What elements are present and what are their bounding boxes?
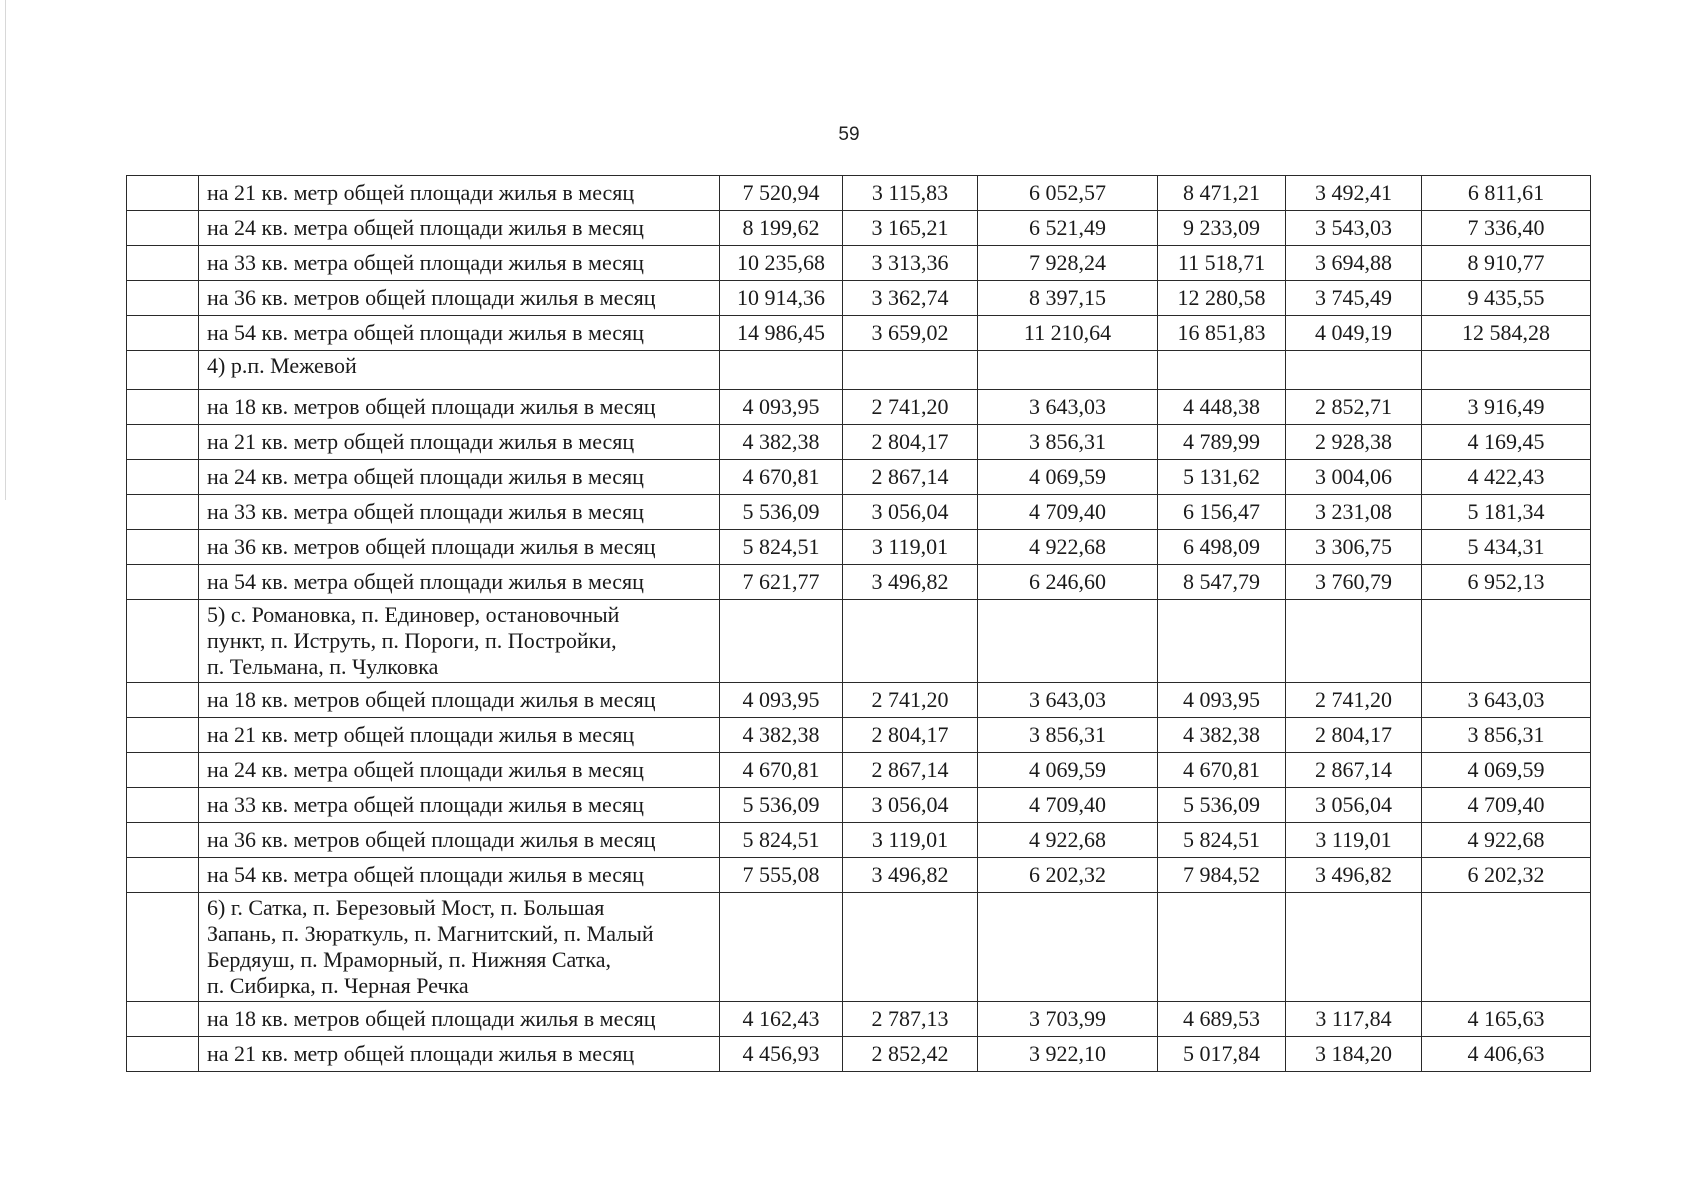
row-number-cell (127, 858, 199, 893)
value-cell: 3 496,82 (1286, 858, 1422, 893)
row-label-cell (199, 718, 720, 753)
value-cell: 3 119,01 (843, 823, 978, 858)
value-cell: 4 093,95 (720, 683, 843, 718)
value-cell: 3 856,31 (978, 425, 1158, 460)
value-cell: 2 741,20 (1286, 683, 1422, 718)
value-cell: 4 922,68 (978, 530, 1158, 565)
row-label: на 21 кв. метр общей площади жилья в месяц (207, 429, 635, 454)
value-cell: 3 643,03 (1422, 683, 1591, 718)
value-cell: 3 313,36 (843, 246, 978, 281)
section-label-cell (199, 351, 720, 390)
value-cell: 12 280,58 (1158, 281, 1286, 316)
value-cell (1158, 600, 1286, 683)
row-label-cell (199, 530, 720, 565)
row-label: на 18 кв. метров общей площади жилья в месяц (207, 394, 656, 419)
value-cell: 4 670,81 (720, 460, 843, 495)
value-cell: 4 922,68 (978, 823, 1158, 858)
value-cell: 4 670,81 (720, 753, 843, 788)
value-cell: 8 547,79 (1158, 565, 1286, 600)
table-row (127, 788, 1591, 823)
value-cell (843, 893, 978, 1002)
value-cell: 3 056,04 (843, 788, 978, 823)
table-row (127, 316, 1591, 351)
value-cell (1422, 351, 1591, 390)
value-cell: 9 435,55 (1422, 281, 1591, 316)
value-cell: 3 165,21 (843, 211, 978, 246)
row-number-cell (127, 788, 199, 823)
value-cell: 8 397,15 (978, 281, 1158, 316)
row-label: на 33 кв. метра общей площади жилья в месяц (207, 792, 644, 817)
value-cell: 4 093,95 (1158, 683, 1286, 718)
value-cell: 3 496,82 (843, 858, 978, 893)
row-number-cell (127, 390, 199, 425)
row-label-cell (199, 788, 720, 823)
value-cell: 3 659,02 (843, 316, 978, 351)
value-cell: 5 536,09 (720, 495, 843, 530)
section-label-line: п. Сибирка, п. Черная Речка (207, 973, 469, 998)
table-row (127, 390, 1591, 425)
row-label: на 21 кв. метр общей площади жилья в месяц (207, 180, 635, 205)
value-cell: 4 448,38 (1158, 390, 1286, 425)
row-label-cell (199, 211, 720, 246)
value-cell: 2 787,13 (843, 1002, 978, 1037)
section-label-line: 5) с. Романовка, п. Единовер, остановочный (207, 602, 620, 627)
value-cell: 3 760,79 (1286, 565, 1422, 600)
value-cell: 3 231,08 (1286, 495, 1422, 530)
value-cell: 2 867,14 (843, 460, 978, 495)
row-label-cell (199, 495, 720, 530)
row-label-cell (199, 390, 720, 425)
value-cell: 2 867,14 (1286, 753, 1422, 788)
value-cell: 5 131,62 (1158, 460, 1286, 495)
value-cell (978, 600, 1158, 683)
value-cell: 3 056,04 (1286, 788, 1422, 823)
row-label-cell (199, 176, 720, 211)
value-cell: 4 093,95 (720, 390, 843, 425)
row-label: на 21 кв. метр общей площади жилья в месяц (207, 1041, 635, 1066)
value-cell: 7 621,77 (720, 565, 843, 600)
table-row (127, 176, 1591, 211)
value-cell: 3 856,31 (978, 718, 1158, 753)
table-row (127, 858, 1591, 893)
value-cell: 2 852,71 (1286, 390, 1422, 425)
value-cell: 6 246,60 (978, 565, 1158, 600)
value-cell: 3 643,03 (978, 390, 1158, 425)
value-cell: 7 555,08 (720, 858, 843, 893)
row-label: на 24 кв. метра общей площади жилья в месяц (207, 757, 644, 782)
table-row (127, 683, 1591, 718)
value-cell: 3 922,10 (978, 1037, 1158, 1072)
row-number-cell (127, 753, 199, 788)
value-cell: 4 406,63 (1422, 1037, 1591, 1072)
value-cell: 5 536,09 (720, 788, 843, 823)
value-cell (720, 351, 843, 390)
row-number-cell (127, 1037, 199, 1072)
value-cell (843, 600, 978, 683)
value-cell: 6 052,57 (978, 176, 1158, 211)
value-cell: 5 824,51 (720, 530, 843, 565)
value-cell: 3 306,75 (1286, 530, 1422, 565)
row-label: на 18 кв. метров общей площади жилья в месяц (207, 687, 656, 712)
value-cell: 4 165,63 (1422, 1002, 1591, 1037)
table-row (127, 1037, 1591, 1072)
value-cell (1158, 893, 1286, 1002)
value-cell: 4 382,38 (720, 718, 843, 753)
value-cell: 2 804,17 (1286, 718, 1422, 753)
value-cell: 3 694,88 (1286, 246, 1422, 281)
table-row (127, 460, 1591, 495)
value-cell: 3 119,01 (1286, 823, 1422, 858)
value-cell: 3 056,04 (843, 495, 978, 530)
value-cell: 4 709,40 (978, 788, 1158, 823)
tariff-table (126, 175, 1591, 1072)
table-row (127, 530, 1591, 565)
value-cell: 4 670,81 (1158, 753, 1286, 788)
value-cell: 3 115,83 (843, 176, 978, 211)
row-number-cell (127, 281, 199, 316)
row-number-cell (127, 176, 199, 211)
row-label: на 33 кв. метра общей площади жилья в месяц (207, 499, 644, 524)
section-label-cell (199, 600, 720, 683)
row-number-cell (127, 351, 199, 390)
section-label-line: Бердяуш, п. Мраморный, п. Нижняя Сатка, (207, 947, 611, 972)
row-number-cell (127, 211, 199, 246)
value-cell: 7 336,40 (1422, 211, 1591, 246)
value-cell: 4 709,40 (1422, 788, 1591, 823)
value-cell: 10 235,68 (720, 246, 843, 281)
row-label-cell (199, 1037, 720, 1072)
row-number-cell (127, 823, 199, 858)
value-cell: 4 422,43 (1422, 460, 1591, 495)
value-cell: 2 741,20 (843, 683, 978, 718)
value-cell: 3 703,99 (978, 1002, 1158, 1037)
value-cell (1286, 893, 1422, 1002)
value-cell: 4 069,59 (978, 460, 1158, 495)
row-label: на 24 кв. метра общей площади жилья в месяц (207, 215, 644, 240)
row-number-cell (127, 683, 199, 718)
value-cell: 4 382,38 (1158, 718, 1286, 753)
value-cell: 4 049,19 (1286, 316, 1422, 351)
value-cell: 3 492,41 (1286, 176, 1422, 211)
section-header-row (127, 893, 1591, 1002)
row-label: на 54 кв. метра общей площади жилья в месяц (207, 569, 644, 594)
value-cell: 11 518,71 (1158, 246, 1286, 281)
value-cell: 6 202,32 (978, 858, 1158, 893)
value-cell: 9 233,09 (1158, 211, 1286, 246)
page-number: 59 (838, 124, 860, 145)
value-cell: 3 856,31 (1422, 718, 1591, 753)
scan-edge-line (5, 0, 6, 500)
row-number-cell (127, 246, 199, 281)
table-row (127, 718, 1591, 753)
value-cell: 8 199,62 (720, 211, 843, 246)
row-label: на 54 кв. метра общей площади жилья в месяц (207, 320, 644, 345)
row-label: на 36 кв. метров общей площади жилья в месяц (207, 285, 656, 310)
value-cell (978, 351, 1158, 390)
value-cell: 5 434,31 (1422, 530, 1591, 565)
value-cell: 2 804,17 (843, 718, 978, 753)
row-number-cell (127, 530, 199, 565)
row-number-cell (127, 495, 199, 530)
value-cell: 5 536,09 (1158, 788, 1286, 823)
row-label-cell (199, 683, 720, 718)
value-cell (1158, 351, 1286, 390)
value-cell: 4 709,40 (978, 495, 1158, 530)
table-row (127, 565, 1591, 600)
row-label-cell (199, 425, 720, 460)
value-cell (843, 351, 978, 390)
row-number-cell (127, 565, 199, 600)
value-cell: 14 986,45 (720, 316, 843, 351)
row-label-cell (199, 281, 720, 316)
value-cell: 2 741,20 (843, 390, 978, 425)
value-cell: 3 117,84 (1286, 1002, 1422, 1037)
value-cell: 2 928,38 (1286, 425, 1422, 460)
value-cell (1286, 600, 1422, 683)
row-number-cell (127, 425, 199, 460)
row-number-cell (127, 460, 199, 495)
value-cell: 4 789,99 (1158, 425, 1286, 460)
row-label-cell (199, 823, 720, 858)
row-number-cell (127, 893, 199, 1002)
section-label: 4) р.п. Межевой (207, 353, 357, 378)
value-cell: 6 156,47 (1158, 495, 1286, 530)
value-cell: 11 210,64 (978, 316, 1158, 351)
row-label: на 54 кв. метра общей площади жилья в месяц (207, 862, 644, 887)
value-cell: 5 824,51 (1158, 823, 1286, 858)
table-row (127, 753, 1591, 788)
row-label-cell (199, 565, 720, 600)
value-cell: 8 910,77 (1422, 246, 1591, 281)
row-label: на 18 кв. метров общей площади жилья в месяц (207, 1006, 656, 1031)
value-cell: 7 520,94 (720, 176, 843, 211)
value-cell: 5 017,84 (1158, 1037, 1286, 1072)
section-label-line: Запань, п. Зюраткуль, п. Магнитский, п. Малый (207, 921, 654, 946)
value-cell: 4 162,43 (720, 1002, 843, 1037)
value-cell (720, 893, 843, 1002)
row-label: на 21 кв. метр общей площади жилья в месяц (207, 722, 635, 747)
value-cell: 4 689,53 (1158, 1002, 1286, 1037)
value-cell: 4 382,38 (720, 425, 843, 460)
section-header-row (127, 351, 1591, 390)
value-cell: 7 984,52 (1158, 858, 1286, 893)
row-label-cell (199, 1002, 720, 1037)
value-cell: 6 952,13 (1422, 565, 1591, 600)
table-row (127, 281, 1591, 316)
table-row (127, 211, 1591, 246)
value-cell (1422, 600, 1591, 683)
row-label-cell (199, 246, 720, 281)
value-cell: 3 004,06 (1286, 460, 1422, 495)
value-cell (1286, 351, 1422, 390)
value-cell: 16 851,83 (1158, 316, 1286, 351)
value-cell: 5 181,34 (1422, 495, 1591, 530)
tariff-table-body (127, 176, 1591, 1072)
row-number-cell (127, 600, 199, 683)
row-number-cell (127, 718, 199, 753)
value-cell: 4 069,59 (1422, 753, 1591, 788)
row-label: на 36 кв. метров общей площади жилья в месяц (207, 534, 656, 559)
section-header-row (127, 600, 1591, 683)
section-label-line: пункт, п. Иструть, п. Пороги, п. Постройки, (207, 628, 617, 653)
row-label: на 33 кв. метра общей площади жилья в месяц (207, 250, 644, 275)
row-label-cell (199, 460, 720, 495)
row-number-cell (127, 1002, 199, 1037)
value-cell: 6 202,32 (1422, 858, 1591, 893)
row-label-cell (199, 316, 720, 351)
section-label-line: п. Тельмана, п. Чулковка (207, 654, 439, 679)
value-cell: 6 521,49 (978, 211, 1158, 246)
value-cell: 3 184,20 (1286, 1037, 1422, 1072)
row-label-cell (199, 753, 720, 788)
value-cell: 3 916,49 (1422, 390, 1591, 425)
value-cell: 2 867,14 (843, 753, 978, 788)
table-row (127, 425, 1591, 460)
value-cell: 4 069,59 (978, 753, 1158, 788)
value-cell: 3 496,82 (843, 565, 978, 600)
value-cell: 4 922,68 (1422, 823, 1591, 858)
value-cell (1422, 893, 1591, 1002)
value-cell: 5 824,51 (720, 823, 843, 858)
value-cell: 3 119,01 (843, 530, 978, 565)
value-cell: 12 584,28 (1422, 316, 1591, 351)
value-cell: 6 498,09 (1158, 530, 1286, 565)
row-label-cell (199, 858, 720, 893)
value-cell: 4 169,45 (1422, 425, 1591, 460)
value-cell: 2 804,17 (843, 425, 978, 460)
value-cell (978, 893, 1158, 1002)
table-row (127, 495, 1591, 530)
table-row (127, 246, 1591, 281)
value-cell: 6 811,61 (1422, 176, 1591, 211)
section-label-line: 6) г. Сатка, п. Березовый Мост, п. Большая (207, 895, 605, 920)
value-cell: 3 543,03 (1286, 211, 1422, 246)
row-label: на 24 кв. метра общей площади жилья в месяц (207, 464, 644, 489)
row-label: на 36 кв. метров общей площади жилья в месяц (207, 827, 656, 852)
value-cell: 2 852,42 (843, 1037, 978, 1072)
table-row (127, 823, 1591, 858)
value-cell: 7 928,24 (978, 246, 1158, 281)
value-cell: 8 471,21 (1158, 176, 1286, 211)
section-label-cell (199, 893, 720, 1002)
value-cell (720, 600, 843, 683)
value-cell: 3 643,03 (978, 683, 1158, 718)
value-cell: 3 362,74 (843, 281, 978, 316)
value-cell: 4 456,93 (720, 1037, 843, 1072)
table-row (127, 1002, 1591, 1037)
value-cell: 3 745,49 (1286, 281, 1422, 316)
value-cell: 10 914,36 (720, 281, 843, 316)
row-number-cell (127, 316, 199, 351)
